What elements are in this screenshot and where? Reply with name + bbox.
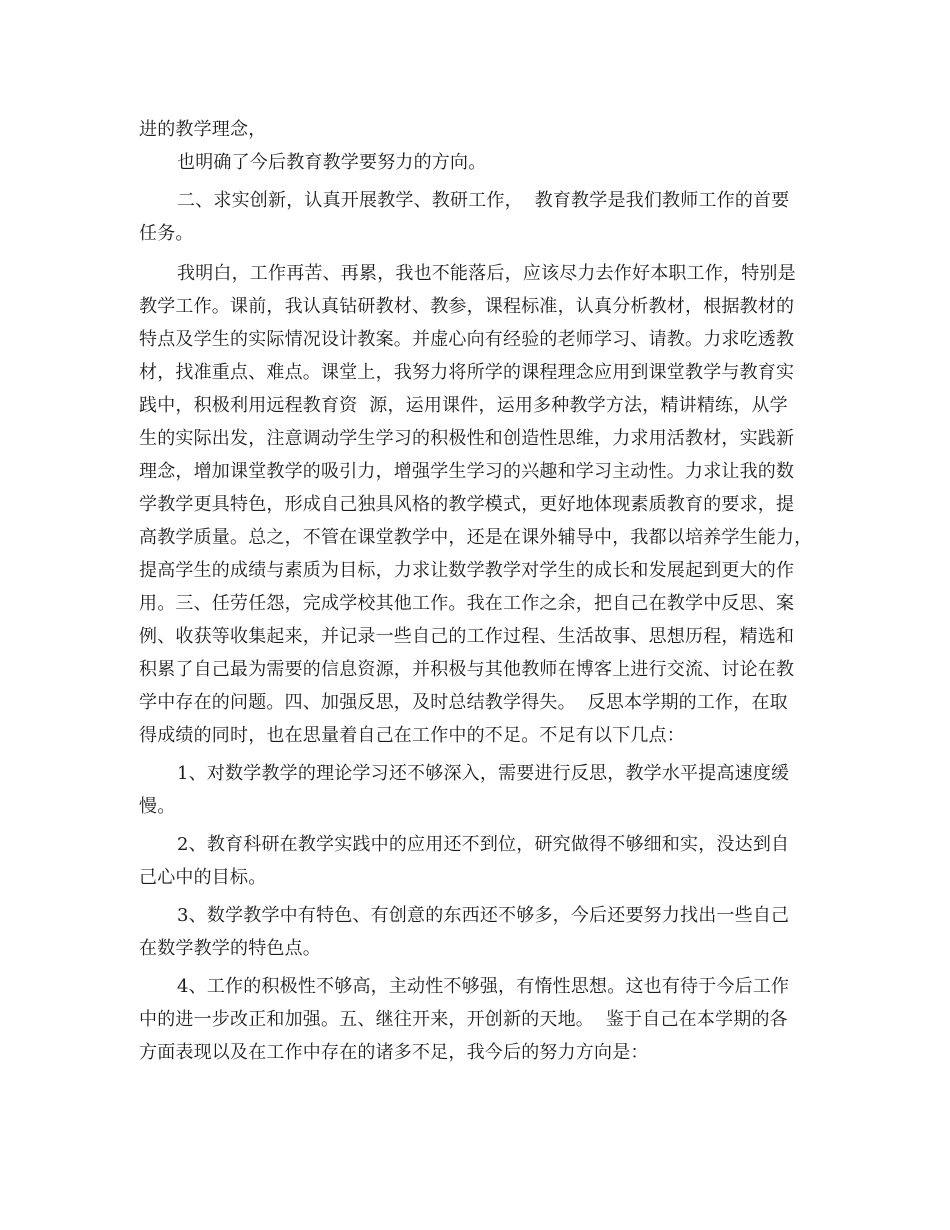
text-line: 二、求实创新，认真开展教学、教研工作， 教育教学是我们教师工作的首要 <box>177 190 790 211</box>
text-line: 方面表现以及在工作中存在的诸多不足，我今后的努力方向是： <box>139 1042 649 1063</box>
text-line: 学教学更具特色，形成自己独具风格的教学模式，更好地体现素质教育的要求，提 <box>139 494 795 515</box>
text-line: 例、收获等收集起来，并记录一些自己的工作过程、生活故事、思想历程，精选和 <box>139 626 795 647</box>
text-line: 进的教学理念， <box>139 119 267 140</box>
text-line: 2、教育科研在教学实践中的应用还不到位，研究做得不够细和实，没达到自 <box>177 834 790 855</box>
text-line: 积累了自己最为需要的信息资源，并积极与其他教师在博客上进行交流、讨论在教 <box>139 659 795 680</box>
text-line: 生的实际出发，注意调动学生学习的积极性和创造性思维，力求用活教材，实践新 <box>139 428 795 449</box>
text-line: 任务。 <box>139 223 194 244</box>
text-line: 理念，增加课堂教学的吸引力，增强学生学习的兴趣和学习主动性。力求让我的数 <box>139 461 795 482</box>
text-line: 1、对数学教学的理论学习还不够深入，需要进行反思，教学水平提高速度缓 <box>177 763 790 784</box>
text-line: 得成绩的同时，也在思量着自己在工作中的不足。不足有以下几点： <box>139 725 685 746</box>
text-line: 己心中的目标。 <box>139 867 267 888</box>
text-line: 4、工作的积极性不够高，主动性不够强，有惰性思想。这也有待于今后工作 <box>177 976 790 997</box>
text-line: 在数学教学的特色点。 <box>139 938 321 959</box>
text-line: 慢。 <box>139 796 176 817</box>
text-line: 高教学质量。总之，不管在课堂教学中，还是在课外辅导中，我都以培养学生能力， <box>139 527 813 548</box>
text-line: 特点及学生的实际情况设计教案。并虚心向有经验的老师学习、请教。力求吃透教 <box>139 329 795 350</box>
text-line: 学中存在的问题。四、加强反思，及时总结教学得失。 反思本学期的工作，在取 <box>139 692 788 713</box>
text-line: 中的进一步改正和加强。五、继往开来，开创新的天地。 鉴于自己在本学期的各 <box>139 1009 788 1030</box>
text-line: 材，找准重点、难点。课堂上，我努力将所学的课程理念应用到课堂教学与教育实 <box>139 362 795 383</box>
text-line: 也明确了今后教育教学要努力的方向。 <box>177 152 487 173</box>
text-line: 我明白，工作再苦、再累，我也不能落后，应该尽力去作好本职工作，特别是 <box>177 263 796 284</box>
text-line: 3、数学教学中有特色、有创意的东西还不够多，今后还要努力找出一些自己 <box>177 905 790 926</box>
text-line: 用。三、任劳任怨，完成学校其他工作。我在工作之余，把自己在教学中反思、案 <box>139 593 795 614</box>
text-line: 教学工作。课前，我认真钻研教材、教参，课程标准，认真分析教材，根据教材的 <box>139 296 795 317</box>
text-line: 践中，积极利用远程教育资 源，运用课件，运用多种教学方法，精讲精练，从学 <box>139 395 788 416</box>
text-line: 提高学生的成绩与素质为目标，力求让数学教学对学生的成长和发展起到更大的作 <box>139 560 795 581</box>
